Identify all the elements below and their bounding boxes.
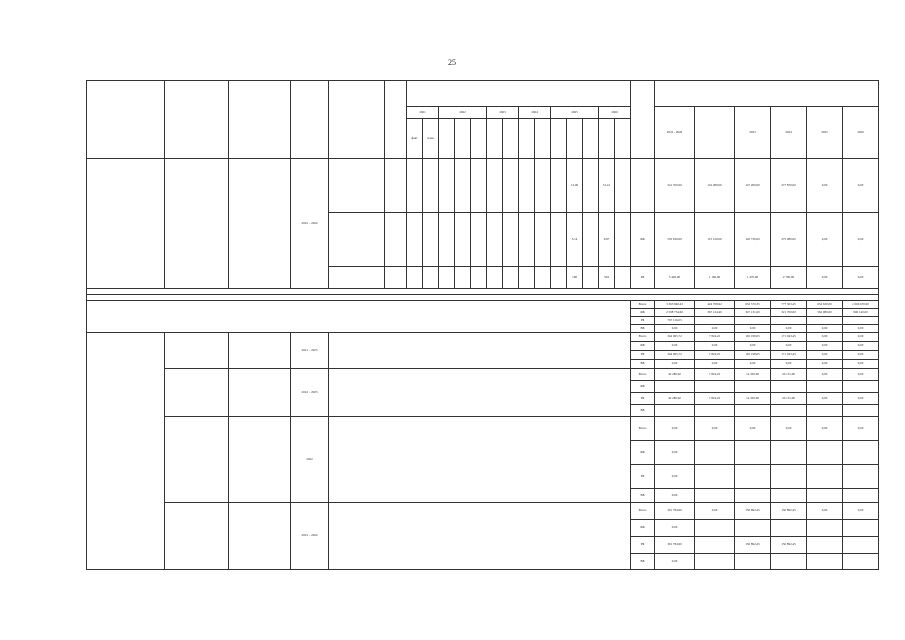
fin-value: 0,00 <box>843 503 879 520</box>
fin-value: 7 824,22 <box>695 333 735 342</box>
fin-value: 0,00 <box>655 489 695 503</box>
fin-value: 147 200,00 <box>735 159 771 213</box>
fin-value: 14 305,60 <box>735 369 771 381</box>
fin-value <box>807 554 843 570</box>
header-unit <box>385 81 407 159</box>
fin-value: 0,00 <box>807 360 843 369</box>
header-year: 2025 <box>551 107 599 119</box>
fin-value: 171 043,45 <box>771 333 807 342</box>
fin-value: 0,00 <box>807 267 843 289</box>
fin-value: 347 131,00 <box>735 309 771 317</box>
fin-value: 0,00 <box>843 360 879 369</box>
fin-value: 20 151,00 <box>771 393 807 405</box>
fin-value: 277 870,00 <box>771 159 807 213</box>
fin-value <box>843 405 879 417</box>
indicator-value: 168 <box>567 267 583 289</box>
source-cell: РБ <box>631 267 655 289</box>
source-cell: Всего <box>631 369 655 381</box>
fin-value: 0,00 <box>655 441 695 465</box>
block-b-row <box>87 369 879 381</box>
fin-value: 367 124,40 <box>695 309 735 317</box>
fin-value: 14 305,60 <box>735 393 771 405</box>
fin-value: 3 363 840,43 <box>655 301 695 309</box>
fin-value: 0,00 <box>807 503 843 520</box>
fin-value: 541 350,00 <box>655 159 695 213</box>
unit-cell <box>385 267 407 289</box>
fin-value: 344 065,72 <box>655 333 695 342</box>
fin-value: 2 790,00 <box>771 267 807 289</box>
header-sub-col <box>503 119 519 159</box>
unit-cell <box>385 213 407 267</box>
fin-value <box>771 520 807 537</box>
fin-value: 165 198,05 <box>735 351 771 360</box>
executor-cell <box>229 333 291 369</box>
fin-value: 0,00 <box>771 360 807 369</box>
fin-value: 150 892,45 <box>735 537 771 554</box>
header-sub-col <box>487 119 503 159</box>
fin-value <box>771 489 807 503</box>
source-cell: ФБ <box>631 342 655 351</box>
header-sub-col <box>567 119 583 159</box>
fin-value: 0,00 <box>843 417 879 441</box>
source-cell: ВБ <box>631 325 655 333</box>
measure-cell <box>165 159 229 289</box>
source-cell: РБ <box>631 537 655 554</box>
fin-value: 0,00 <box>843 333 879 342</box>
header-indicator-values <box>407 81 631 107</box>
header-sub-col <box>599 119 615 159</box>
page-number: 25 <box>448 58 456 67</box>
source-cell: РБ <box>631 465 655 489</box>
fin-value <box>843 381 879 393</box>
measure-cell <box>165 417 229 503</box>
source-cell: ФБ <box>631 213 655 267</box>
header-fin-col <box>695 107 735 159</box>
fin-value <box>807 381 843 393</box>
measure-cell <box>165 369 229 417</box>
header-measure <box>165 81 229 159</box>
source-cell: ФБ <box>631 309 655 317</box>
source-cell: РБ <box>631 393 655 405</box>
executor-cell <box>229 503 291 570</box>
fin-value: 0,00 <box>695 325 735 333</box>
fin-value <box>807 520 843 537</box>
indicator-value: 9,87 <box>599 213 615 267</box>
fin-value <box>807 465 843 489</box>
block-b-row <box>87 503 879 520</box>
fin-value: 0,00 <box>843 325 879 333</box>
fin-value: 0,00 <box>655 360 695 369</box>
fin-value: 654 630,00 <box>807 301 843 309</box>
fin-value: 1 160,00 <box>695 267 735 289</box>
fin-value: 7 824,22 <box>695 351 735 360</box>
total-label <box>87 301 631 333</box>
fin-value <box>843 520 879 537</box>
fin-value <box>843 317 879 325</box>
fin-value <box>735 465 771 489</box>
fin-value <box>735 405 771 417</box>
fin-value: 0,00 <box>695 417 735 441</box>
fin-value: 0,00 <box>655 465 695 489</box>
fin-value <box>695 537 735 554</box>
indicator-cell <box>329 159 385 213</box>
fin-value: 150 892,45 <box>735 503 771 520</box>
fin-value <box>735 489 771 503</box>
fin-value: 652 570,35 <box>735 301 771 309</box>
header-sub-col <box>551 119 567 159</box>
fin-value <box>771 381 807 393</box>
fin-value: 0,00 <box>771 325 807 333</box>
header-executor <box>229 81 291 159</box>
fin-value: 0,00 <box>843 369 879 381</box>
deadline-cell: 2022 – 2023 <box>291 369 329 417</box>
fin-value: 0,00 <box>655 520 695 537</box>
header-indicator <box>329 81 385 159</box>
fin-value: 165 198,05 <box>735 333 771 342</box>
fin-value <box>695 554 735 570</box>
header-year: 2024 <box>519 107 551 119</box>
source-cell: ВБ <box>631 360 655 369</box>
header-fin-col: 2023 <box>735 107 771 159</box>
fin-value <box>695 465 735 489</box>
fin-value: 1 066 670,00 <box>843 301 879 309</box>
fin-value: 0,00 <box>843 267 879 289</box>
fin-value: 0,00 <box>735 360 771 369</box>
fin-value: 301 784,90 <box>655 537 695 554</box>
fin-value: 301 784,90 <box>655 503 695 520</box>
fin-value: 0,00 <box>695 360 735 369</box>
total-row <box>87 301 879 309</box>
fin-value: 0,00 <box>771 342 807 351</box>
source-cell: Всего <box>631 417 655 441</box>
fin-value <box>843 441 879 465</box>
fin-value: 0,00 <box>695 503 735 520</box>
fin-value <box>695 520 735 537</box>
fin-value: 0,00 <box>807 325 843 333</box>
fin-value <box>843 537 879 554</box>
header-sub-col: факт <box>407 119 423 159</box>
task-cell <box>87 333 165 570</box>
indicator-area <box>329 369 631 417</box>
fin-value <box>695 441 735 465</box>
fin-value: 424 708,92 <box>695 301 735 309</box>
fin-value: 7 824,22 <box>695 369 735 381</box>
fin-value: 0,00 <box>843 351 879 360</box>
fin-value <box>735 441 771 465</box>
unit-cell <box>385 159 407 213</box>
source-cell: РБ <box>631 351 655 360</box>
header-sub-col: план <box>423 119 439 159</box>
header-year: 2023 <box>487 107 519 119</box>
fin-value <box>771 465 807 489</box>
executor-cell <box>229 159 291 289</box>
executor-cell <box>229 417 291 503</box>
fin-value: 150 892,45 <box>771 503 807 520</box>
header-fin-col: 2026 <box>843 107 879 159</box>
fin-value: 275 080,00 <box>771 213 807 267</box>
indicator-cell <box>329 267 385 289</box>
fin-value: 171 043,45 <box>771 351 807 360</box>
indicator-value: 51,41 <box>599 159 615 213</box>
fin-value: 0,00 <box>655 325 695 333</box>
source-cell: ФБ <box>631 381 655 393</box>
indicator-cell <box>329 213 385 267</box>
indicator-value: 3,14 <box>567 213 583 267</box>
fin-value <box>771 441 807 465</box>
fin-value: 0,00 <box>843 393 879 405</box>
fin-value <box>807 317 843 325</box>
fin-value: 0,00 <box>843 342 879 351</box>
fin-value: 0,00 <box>735 342 771 351</box>
measure-cell <box>165 503 229 570</box>
fin-value: 1 470,00 <box>735 267 771 289</box>
header-sub-col <box>439 119 455 159</box>
fin-value <box>695 317 735 325</box>
fin-value: 0,00 <box>655 342 695 351</box>
fin-value: 0,00 <box>735 417 771 441</box>
fin-value: 0,00 <box>807 351 843 360</box>
header-sub-col <box>535 119 551 159</box>
fin-value: 344 065,72 <box>655 351 695 360</box>
block-a-row <box>87 159 879 213</box>
fin-value: 0,00 <box>807 393 843 405</box>
header-financing <box>655 81 879 107</box>
indicator-area <box>329 333 631 369</box>
source-cell: Всего <box>631 333 655 342</box>
fin-value: 0,00 <box>655 417 695 441</box>
fin-value: 767 116,03 <box>655 317 695 325</box>
fin-value <box>807 405 843 417</box>
block-b-row <box>87 333 879 342</box>
fin-value: 0,00 <box>807 369 843 381</box>
fin-value <box>735 554 771 570</box>
fin-value: 2 598 734,60 <box>655 309 695 317</box>
fin-value <box>695 489 735 503</box>
fin-value <box>771 317 807 325</box>
header-row-1 <box>87 81 879 107</box>
source-cell: ВБ <box>631 554 655 570</box>
fin-value: 906 140,00 <box>843 309 879 317</box>
fin-value: 0,00 <box>843 159 879 213</box>
fin-value: 20 151,00 <box>771 369 807 381</box>
fin-value <box>843 465 879 489</box>
fin-value: 0,00 <box>807 159 843 213</box>
source-cell: ФБ <box>631 441 655 465</box>
header-fin-col: 2022 - 2026 <box>655 107 695 159</box>
fin-value: 321 700,00 <box>771 309 807 317</box>
source-cell: РБ <box>631 317 655 325</box>
fin-value: 535 930,00 <box>655 213 695 267</box>
fin-value: 562 980,00 <box>807 309 843 317</box>
header-year: 2021 <box>407 107 439 119</box>
header-task <box>87 81 165 159</box>
deadline-cell: 2022 <box>291 417 329 503</box>
fin-value <box>771 554 807 570</box>
fin-value: 150 892,45 <box>771 537 807 554</box>
fin-value: 0,00 <box>655 554 695 570</box>
header-fin-col: 2024 <box>771 107 807 159</box>
header-year: 2022 <box>439 107 487 119</box>
fin-value: 145 730,00 <box>735 213 771 267</box>
source-cell: ВБ <box>631 489 655 503</box>
fin-value <box>735 317 771 325</box>
header-sub-col <box>583 119 599 159</box>
header-sub-col <box>455 119 471 159</box>
fin-value: 0,00 <box>735 325 771 333</box>
fin-value <box>807 537 843 554</box>
source-cell: Всего <box>631 503 655 520</box>
fin-value: 777 303,45 <box>771 301 807 309</box>
fin-value <box>843 554 879 570</box>
indicator-value: 504 <box>599 267 615 289</box>
fin-value <box>655 405 695 417</box>
fin-value: 0,00 <box>771 417 807 441</box>
fin-value: 0,00 <box>807 333 843 342</box>
header-year: 2026 <box>599 107 631 119</box>
header-sub-col <box>519 119 535 159</box>
deadline-cell: 2021 – 2023 <box>291 333 329 369</box>
indicator-value: 12,06 <box>567 159 583 213</box>
header-sub-col <box>471 119 487 159</box>
fin-value <box>735 520 771 537</box>
fin-value: 115 120,00 <box>695 213 735 267</box>
fin-value <box>655 381 695 393</box>
source-cell: Всего <box>631 301 655 309</box>
fin-value: 0,00 <box>807 213 843 267</box>
indicator-area <box>329 417 631 503</box>
fin-value <box>771 405 807 417</box>
fin-value <box>695 381 735 393</box>
fin-value: 42 280,92 <box>655 369 695 381</box>
fin-value: 116 280,00 <box>695 159 735 213</box>
fin-value: 0,00 <box>695 342 735 351</box>
source-cell: ВБ <box>631 405 655 417</box>
fin-value <box>843 489 879 503</box>
fin-value <box>807 441 843 465</box>
fin-value <box>807 489 843 503</box>
header-deadline <box>291 81 329 159</box>
program-table <box>86 80 879 570</box>
fin-value: 0,00 <box>807 342 843 351</box>
source-cell <box>631 159 655 213</box>
deadline-cell: 2022 – 2024 <box>291 159 329 289</box>
fin-value <box>695 405 735 417</box>
header-source <box>631 81 655 159</box>
task-cell <box>87 159 165 289</box>
fin-value <box>735 381 771 393</box>
fin-value: 7 824,22 <box>695 393 735 405</box>
indicator-area <box>329 503 631 570</box>
header-fin-col: 2025 <box>807 107 843 159</box>
fin-value: 0,00 <box>807 417 843 441</box>
executor-cell <box>229 369 291 417</box>
measure-cell <box>165 333 229 369</box>
fin-value: 0,00 <box>843 213 879 267</box>
block-b-row <box>87 417 879 441</box>
source-cell: ФБ <box>631 520 655 537</box>
header-sub-col <box>615 119 631 159</box>
fin-value: 5 420,00 <box>655 267 695 289</box>
deadline-cell: 2023 – 2024 <box>291 503 329 570</box>
fin-value: 42 280,92 <box>655 393 695 405</box>
